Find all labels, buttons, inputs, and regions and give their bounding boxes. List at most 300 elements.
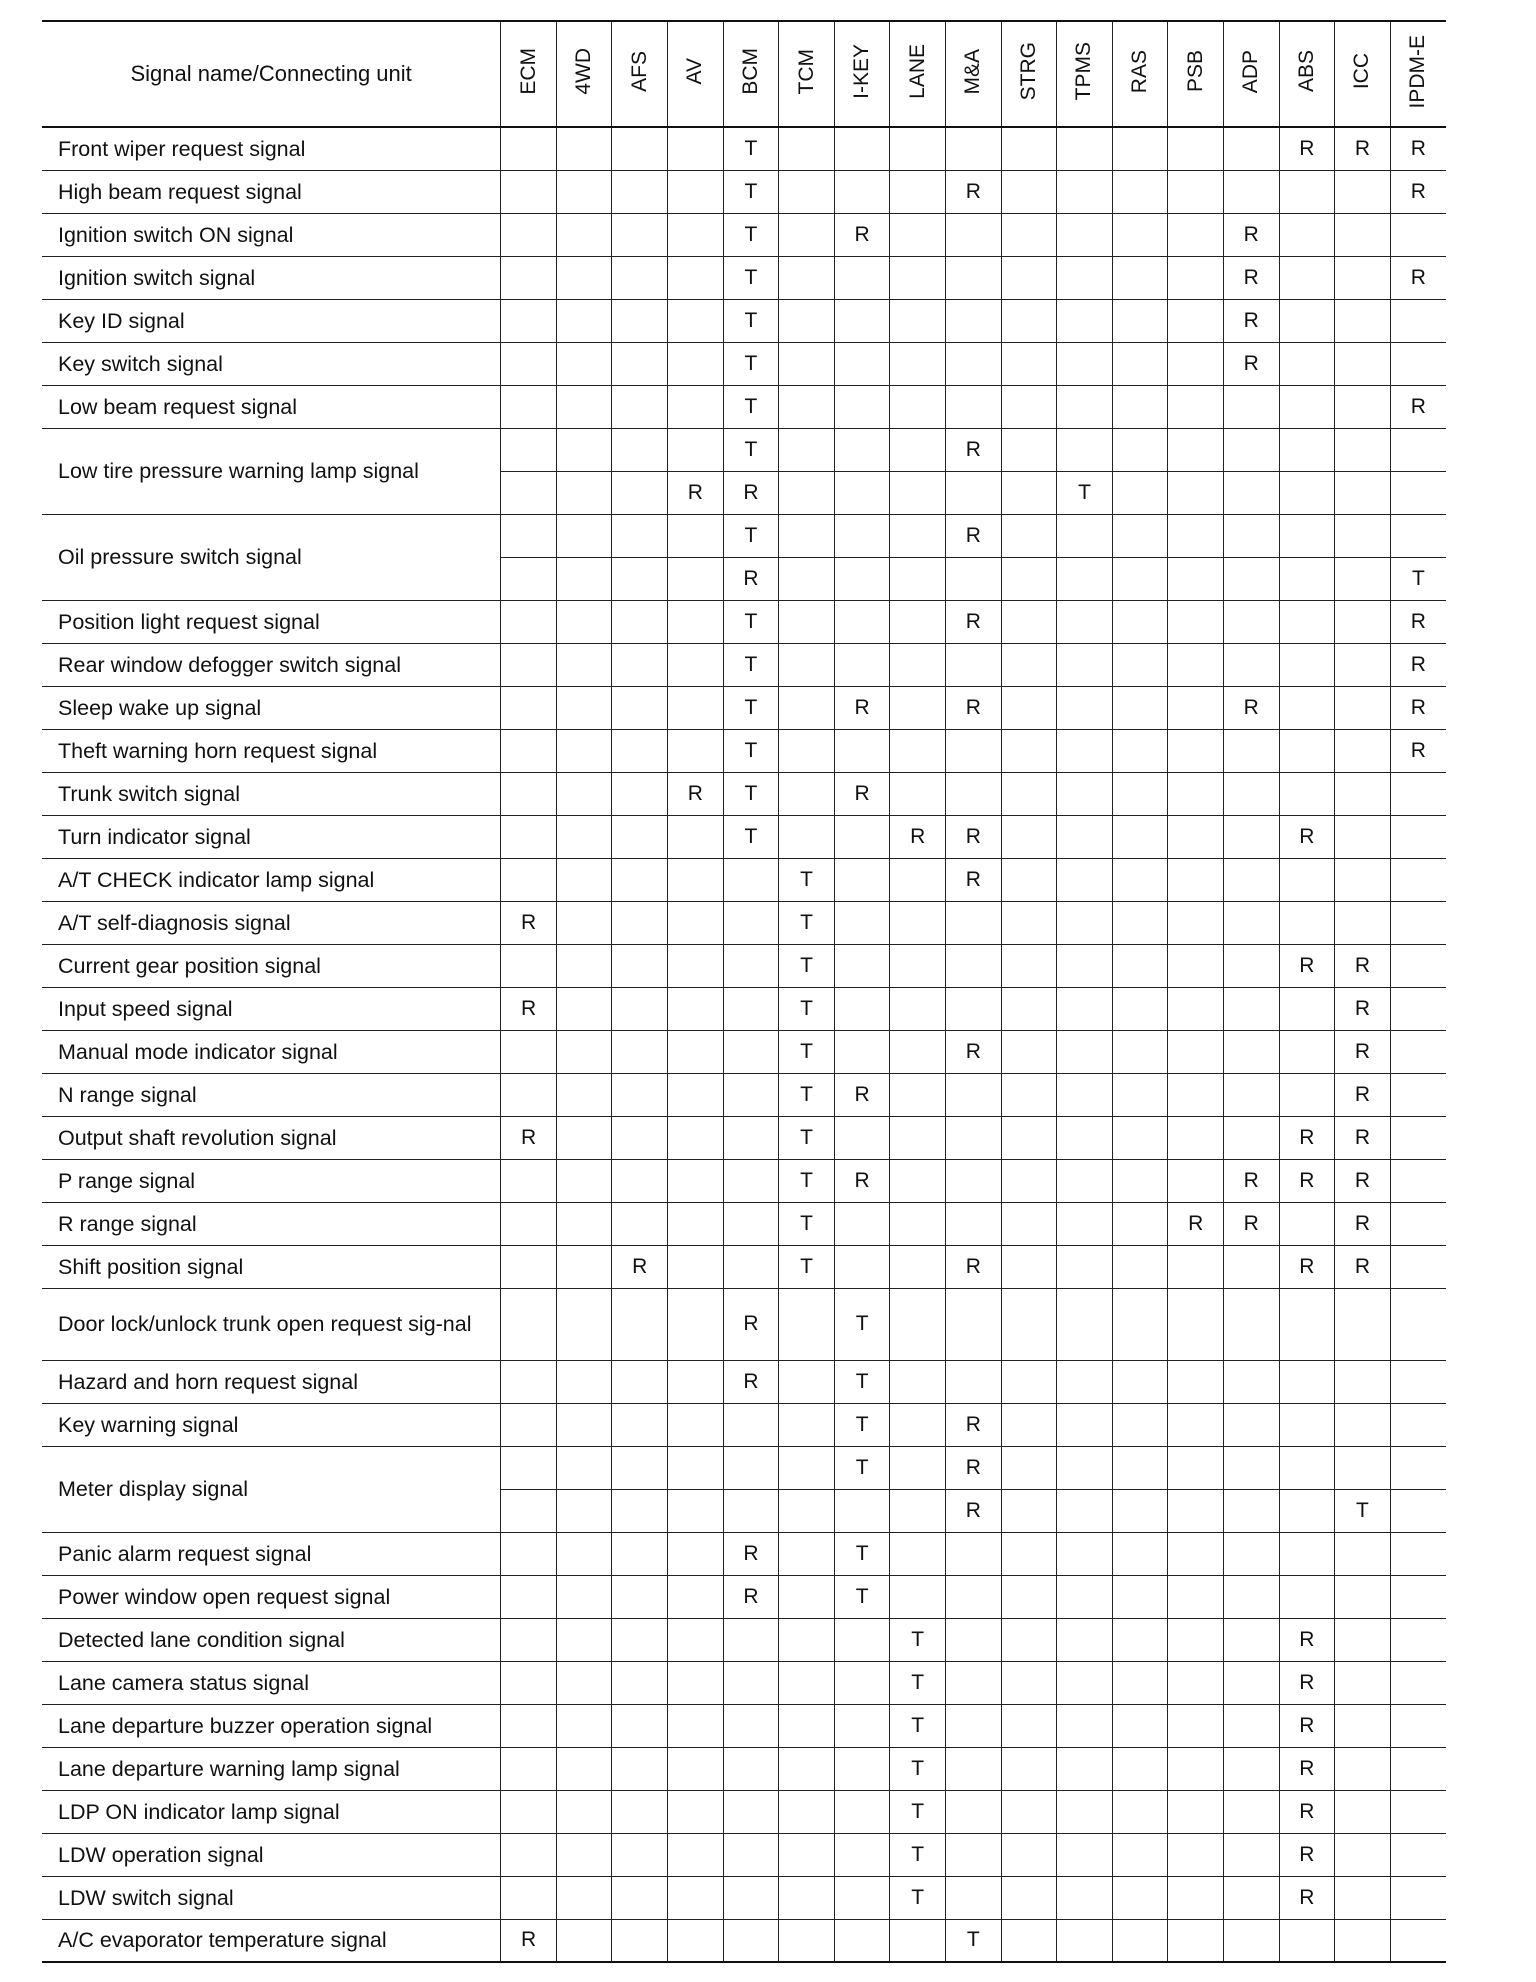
unit-header-label: ABS: [1294, 50, 1318, 93]
signal-role-cell: [668, 342, 724, 385]
signal-role-cell: [1223, 1288, 1279, 1360]
signal-role-cell: [779, 256, 835, 299]
signal-role-cell: [1279, 1360, 1335, 1403]
signal-role-cell: [779, 1575, 835, 1618]
signal-role-cell: [890, 127, 946, 170]
signal-role-cell: [890, 729, 946, 772]
signal-role-cell: R: [1335, 1030, 1391, 1073]
signal-name-cell: Panic alarm request signal: [42, 1532, 501, 1575]
signal-role-cell: [501, 1245, 557, 1288]
signal-role-cell: [1279, 643, 1335, 686]
signal-role-cell: [1057, 1446, 1113, 1489]
signal-role-cell: [1057, 987, 1113, 1030]
signal-role-cell: [1168, 256, 1224, 299]
signal-role-cell: [1168, 1489, 1224, 1532]
signal-role-cell: [668, 1116, 724, 1159]
signal-role-cell: [1335, 772, 1391, 815]
signal-role-cell: [779, 686, 835, 729]
signal-role-cell: [501, 1030, 557, 1073]
signal-role-cell: [501, 1360, 557, 1403]
signal-role-cell: [1001, 428, 1057, 471]
signal-role-cell: [1168, 1446, 1224, 1489]
signal-role-cell: [1223, 987, 1279, 1030]
signal-role-cell: R: [501, 987, 557, 1030]
signal-name-cell: Key switch signal: [42, 342, 501, 385]
signal-role-cell: T: [723, 127, 779, 170]
signal-role-cell: R: [1279, 1747, 1335, 1790]
signal-role-cell: [612, 643, 668, 686]
signal-role-cell: [1390, 1446, 1446, 1489]
signal-role-cell: [556, 471, 612, 514]
signal-role-cell: [612, 342, 668, 385]
signal-role-cell: [1168, 1073, 1224, 1116]
signal-role-cell: R: [1279, 815, 1335, 858]
signal-role-cell: [1112, 428, 1168, 471]
signal-role-cell: R: [501, 1919, 557, 1962]
signal-role-cell: [834, 1876, 890, 1919]
signal-role-cell: [1057, 858, 1113, 901]
signal-role-cell: [1001, 557, 1057, 600]
signal-role-cell: [1057, 557, 1113, 600]
signal-role-cell: T: [1390, 557, 1446, 600]
signal-role-cell: [779, 385, 835, 428]
table-row: [42, 1446, 1446, 1489]
table-row: [42, 1704, 1446, 1747]
signal-role-cell: [723, 1661, 779, 1704]
signal-role-cell: R: [1390, 686, 1446, 729]
signal-role-cell: [1168, 1704, 1224, 1747]
signal-role-cell: [501, 256, 557, 299]
signal-role-cell: [668, 729, 724, 772]
signal-role-cell: [1112, 1073, 1168, 1116]
signal-role-cell: [1001, 1030, 1057, 1073]
signal-role-cell: [1335, 1876, 1391, 1919]
signal-role-cell: [890, 944, 946, 987]
signal-role-cell: [1335, 1790, 1391, 1833]
signal-role-cell: [834, 858, 890, 901]
signal-role-cell: [1168, 170, 1224, 213]
signal-role-cell: [1057, 1876, 1113, 1919]
signal-role-cell: [1001, 256, 1057, 299]
unit-header-label: M&A: [961, 48, 985, 95]
signal-role-cell: T: [723, 686, 779, 729]
signal-role-cell: [890, 643, 946, 686]
signal-role-cell: [723, 1159, 779, 1202]
signal-role-cell: [501, 213, 557, 256]
signal-role-cell: [501, 1159, 557, 1202]
signal-role-cell: [1001, 815, 1057, 858]
signal-role-cell: [890, 1159, 946, 1202]
signal-role-cell: [556, 1159, 612, 1202]
signal-role-cell: [1223, 1747, 1279, 1790]
signal-role-cell: [1168, 686, 1224, 729]
signal-role-cell: [1057, 1159, 1113, 1202]
unit-header: [1112, 21, 1168, 127]
signal-role-cell: [1168, 1833, 1224, 1876]
signal-role-cell: [946, 385, 1002, 428]
signal-role-cell: R: [1279, 944, 1335, 987]
signal-role-cell: [1390, 1833, 1446, 1876]
unit-header: [890, 21, 946, 127]
signal-name-cell: Lane departure buzzer operation signal: [42, 1704, 501, 1747]
signal-role-cell: [1279, 1575, 1335, 1618]
signal-role-cell: [556, 428, 612, 471]
signal-role-cell: [890, 170, 946, 213]
signal-name-cell: Lane departure warning lamp signal: [42, 1747, 501, 1790]
signal-role-cell: [890, 1202, 946, 1245]
signal-role-cell: T: [1335, 1489, 1391, 1532]
signal-role-cell: T: [723, 514, 779, 557]
signal-role-cell: [556, 987, 612, 1030]
signal-role-cell: [1112, 256, 1168, 299]
signal-role-cell: [1112, 1403, 1168, 1446]
signal-role-cell: [1390, 1159, 1446, 1202]
signal-role-cell: [834, 901, 890, 944]
signal-role-cell: T: [723, 600, 779, 643]
signal-role-cell: R: [1168, 1202, 1224, 1245]
table-row: [42, 1833, 1446, 1876]
signal-role-cell: [501, 944, 557, 987]
signal-role-cell: [1112, 901, 1168, 944]
signal-role-cell: [1112, 1360, 1168, 1403]
signal-role-cell: [946, 1073, 1002, 1116]
signal-role-cell: R: [723, 557, 779, 600]
signal-role-cell: [1057, 901, 1113, 944]
signal-role-cell: [612, 1489, 668, 1532]
signal-role-cell: [1112, 1489, 1168, 1532]
signal-role-cell: [668, 944, 724, 987]
signal-role-cell: [1001, 1403, 1057, 1446]
signal-role-cell: [668, 815, 724, 858]
signal-role-cell: R: [1390, 170, 1446, 213]
signal-role-cell: [779, 1833, 835, 1876]
signal-role-cell: [556, 729, 612, 772]
signal-role-cell: R: [890, 815, 946, 858]
signal-role-cell: [1390, 987, 1446, 1030]
signal-role-cell: [1223, 1245, 1279, 1288]
signal-role-cell: [1001, 1073, 1057, 1116]
signal-role-cell: [1223, 1919, 1279, 1962]
signal-role-cell: [501, 729, 557, 772]
signal-role-cell: [890, 1489, 946, 1532]
signal-role-cell: [1112, 1833, 1168, 1876]
signal-role-cell: R: [1279, 1245, 1335, 1288]
signal-role-cell: [1057, 1919, 1113, 1962]
signal-role-cell: [612, 1833, 668, 1876]
signal-role-cell: R: [723, 471, 779, 514]
signal-role-cell: [1001, 1360, 1057, 1403]
signal-role-cell: R: [1335, 944, 1391, 987]
signal-role-cell: [1168, 1116, 1224, 1159]
signal-role-cell: T: [723, 213, 779, 256]
signal-role-cell: [1001, 1116, 1057, 1159]
signal-name-cell: Low tire pressure warning lamp signal: [42, 428, 501, 514]
signal-role-cell: [1001, 127, 1057, 170]
signal-role-cell: [556, 1403, 612, 1446]
signal-role-cell: R: [723, 1360, 779, 1403]
signal-role-cell: [723, 1489, 779, 1532]
signal-role-cell: R: [1279, 127, 1335, 170]
table-row: [42, 643, 1446, 686]
signal-role-cell: T: [890, 1704, 946, 1747]
signal-role-cell: [556, 686, 612, 729]
signal-role-cell: [556, 1360, 612, 1403]
unit-header: [668, 21, 724, 127]
signal-role-cell: R: [1390, 729, 1446, 772]
signal-role-cell: [501, 1575, 557, 1618]
signal-role-cell: [1057, 127, 1113, 170]
signal-role-cell: [779, 557, 835, 600]
signal-role-cell: [1057, 1202, 1113, 1245]
signal-role-cell: [1223, 772, 1279, 815]
signal-role-cell: [612, 213, 668, 256]
signal-role-cell: [946, 127, 1002, 170]
signal-role-cell: R: [1335, 1202, 1391, 1245]
signal-name-cell: Door lock/unlock trunk open request sig-nal: [42, 1288, 501, 1360]
signal-role-cell: [946, 1202, 1002, 1245]
table-row: [42, 385, 1446, 428]
signal-role-cell: [1223, 1790, 1279, 1833]
signal-role-cell: [668, 299, 724, 342]
signal-role-cell: [1223, 1833, 1279, 1876]
signal-role-cell: [668, 170, 724, 213]
signal-role-cell: [1335, 342, 1391, 385]
signal-role-cell: [556, 299, 612, 342]
signal-role-cell: [1223, 514, 1279, 557]
signal-role-cell: [834, 600, 890, 643]
signal-role-cell: [556, 1446, 612, 1489]
signal-role-cell: [1335, 1446, 1391, 1489]
unit-header-label: TCM: [794, 48, 818, 95]
signal-role-cell: T: [723, 342, 779, 385]
signal-role-cell: [1223, 1532, 1279, 1575]
signal-role-cell: [1279, 514, 1335, 557]
signal-role-cell: T: [723, 385, 779, 428]
signal-role-cell: [834, 1790, 890, 1833]
signal-role-cell: [1335, 514, 1391, 557]
signal-role-cell: [668, 1446, 724, 1489]
signal-role-cell: R: [1390, 127, 1446, 170]
signal-role-cell: [1279, 428, 1335, 471]
signal-role-cell: [1279, 342, 1335, 385]
signal-role-cell: R: [612, 1245, 668, 1288]
signal-role-cell: [1390, 1245, 1446, 1288]
table-row: [42, 127, 1446, 170]
signal-role-cell: [612, 1704, 668, 1747]
signal-role-cell: R: [1279, 1159, 1335, 1202]
signal-role-cell: [668, 901, 724, 944]
signal-role-cell: [1279, 987, 1335, 1030]
signal-role-cell: [1279, 385, 1335, 428]
signal-name-cell: Detected lane condition signal: [42, 1618, 501, 1661]
signal-role-cell: T: [779, 1030, 835, 1073]
signal-role-cell: [668, 1833, 724, 1876]
unit-header: [501, 21, 557, 127]
signal-role-cell: [890, 772, 946, 815]
signal-name-cell: A/C evaporator temperature signal: [42, 1919, 501, 1962]
signal-role-cell: [612, 1159, 668, 1202]
signal-role-cell: [723, 1073, 779, 1116]
signal-role-cell: [1223, 643, 1279, 686]
signal-name-cell: Trunk switch signal: [42, 772, 501, 815]
signal-role-cell: [668, 256, 724, 299]
signal-role-cell: [556, 1790, 612, 1833]
signal-role-cell: R: [1279, 1704, 1335, 1747]
signal-role-cell: [1223, 1661, 1279, 1704]
signal-name-cell: Hazard and horn request signal: [42, 1360, 501, 1403]
signal-role-cell: [890, 213, 946, 256]
signal-role-cell: [1001, 1747, 1057, 1790]
signal-role-cell: [1168, 987, 1224, 1030]
signal-role-cell: [612, 772, 668, 815]
signal-role-cell: [1335, 1833, 1391, 1876]
signal-role-cell: [779, 1446, 835, 1489]
signal-role-cell: [1223, 428, 1279, 471]
signal-role-cell: [946, 299, 1002, 342]
signal-role-cell: [834, 729, 890, 772]
signal-role-cell: [501, 643, 557, 686]
signal-role-cell: [1223, 1489, 1279, 1532]
signal-role-cell: [834, 1116, 890, 1159]
signal-role-cell: R: [834, 213, 890, 256]
signal-role-cell: [668, 600, 724, 643]
signal-role-cell: [1001, 729, 1057, 772]
signal-role-cell: T: [723, 772, 779, 815]
signal-role-cell: [501, 686, 557, 729]
unit-header-label: LANE: [905, 44, 929, 99]
signal-role-cell: [1279, 1403, 1335, 1446]
signal-role-cell: [1390, 1575, 1446, 1618]
signal-role-cell: [1279, 600, 1335, 643]
signal-role-cell: [779, 815, 835, 858]
signal-role-cell: [556, 514, 612, 557]
signal-role-cell: [501, 1073, 557, 1116]
signal-role-cell: R: [946, 170, 1002, 213]
signal-role-cell: [1335, 1403, 1391, 1446]
signal-role-cell: [556, 1747, 612, 1790]
signal-role-cell: R: [723, 1288, 779, 1360]
signal-role-cell: R: [834, 1073, 890, 1116]
signal-role-cell: [1057, 428, 1113, 471]
signal-role-cell: [612, 428, 668, 471]
signal-role-cell: [1057, 1532, 1113, 1575]
signal-role-cell: [946, 471, 1002, 514]
signal-role-cell: R: [1390, 643, 1446, 686]
signal-name-cell: Front wiper request signal: [42, 127, 501, 170]
signal-role-cell: [1001, 1876, 1057, 1919]
signal-role-cell: [1279, 772, 1335, 815]
unit-header-label: BCM: [738, 48, 762, 95]
signal-role-cell: [556, 901, 612, 944]
signal-role-cell: [1223, 1575, 1279, 1618]
signal-role-cell: [1335, 858, 1391, 901]
signal-role-cell: [612, 686, 668, 729]
signal-role-cell: [946, 987, 1002, 1030]
signal-role-cell: [556, 557, 612, 600]
signal-role-cell: [1390, 1747, 1446, 1790]
signal-role-cell: [1223, 1360, 1279, 1403]
signal-name-cell: A/T self-diagnosis signal: [42, 901, 501, 944]
signal-role-cell: [556, 1661, 612, 1704]
signal-role-cell: R: [1223, 1159, 1279, 1202]
signal-role-cell: [946, 1532, 1002, 1575]
signal-role-cell: [1390, 1919, 1446, 1962]
signal-role-cell: R: [1223, 342, 1279, 385]
signal-role-cell: [1168, 1790, 1224, 1833]
signal-role-cell: T: [779, 1159, 835, 1202]
signal-role-cell: [890, 1288, 946, 1360]
table-row: [42, 600, 1446, 643]
signal-role-cell: [501, 1833, 557, 1876]
signal-role-cell: [556, 1575, 612, 1618]
signal-role-cell: [1112, 1532, 1168, 1575]
signal-role-cell: [1168, 428, 1224, 471]
signal-role-cell: [946, 1575, 1002, 1618]
signal-role-cell: [501, 170, 557, 213]
signal-role-cell: [834, 256, 890, 299]
signal-role-cell: R: [946, 1403, 1002, 1446]
signal-role-cell: [501, 299, 557, 342]
signal-role-cell: [1057, 342, 1113, 385]
signal-role-cell: [1168, 944, 1224, 987]
signal-role-cell: [946, 1876, 1002, 1919]
signal-role-cell: T: [779, 1116, 835, 1159]
signal-role-cell: [612, 256, 668, 299]
signal-role-cell: [890, 256, 946, 299]
signal-role-cell: R: [1223, 213, 1279, 256]
signal-role-cell: [1112, 643, 1168, 686]
signal-role-cell: [1390, 1073, 1446, 1116]
signal-role-cell: [1335, 428, 1391, 471]
signal-role-cell: T: [890, 1747, 946, 1790]
signal-role-cell: [501, 127, 557, 170]
signal-role-cell: [1168, 600, 1224, 643]
signal-role-cell: [556, 1704, 612, 1747]
signal-role-cell: [890, 342, 946, 385]
unit-header-label: ICC: [1350, 53, 1374, 90]
signal-role-cell: [612, 729, 668, 772]
signal-role-cell: R: [946, 1030, 1002, 1073]
signal-role-cell: [668, 1532, 724, 1575]
signal-role-cell: [556, 1489, 612, 1532]
signal-role-cell: [890, 1073, 946, 1116]
signal-role-cell: [1335, 1704, 1391, 1747]
signal-role-cell: [1168, 1532, 1224, 1575]
signal-name-cell: Output shaft revolution signal: [42, 1116, 501, 1159]
signal-role-cell: [668, 514, 724, 557]
signal-role-cell: [1168, 1618, 1224, 1661]
signal-role-cell: [1279, 901, 1335, 944]
signal-role-cell: [501, 1288, 557, 1360]
signal-role-cell: T: [779, 1073, 835, 1116]
signal-role-cell: [556, 772, 612, 815]
signal-role-cell: [1223, 1704, 1279, 1747]
signal-role-cell: [1279, 256, 1335, 299]
signal-role-cell: [1279, 686, 1335, 729]
signal-role-cell: [668, 1575, 724, 1618]
table-row: [42, 514, 1446, 557]
signal-role-cell: [612, 1202, 668, 1245]
signal-role-cell: [501, 1704, 557, 1747]
signal-role-cell: [779, 342, 835, 385]
unit-header: [1168, 21, 1224, 127]
signal-role-cell: [556, 1073, 612, 1116]
table-row: [42, 1575, 1446, 1618]
signal-role-cell: [1279, 1919, 1335, 1962]
signal-role-cell: [1335, 1575, 1391, 1618]
signal-role-cell: [779, 1618, 835, 1661]
signal-name-cell: Sleep wake up signal: [42, 686, 501, 729]
